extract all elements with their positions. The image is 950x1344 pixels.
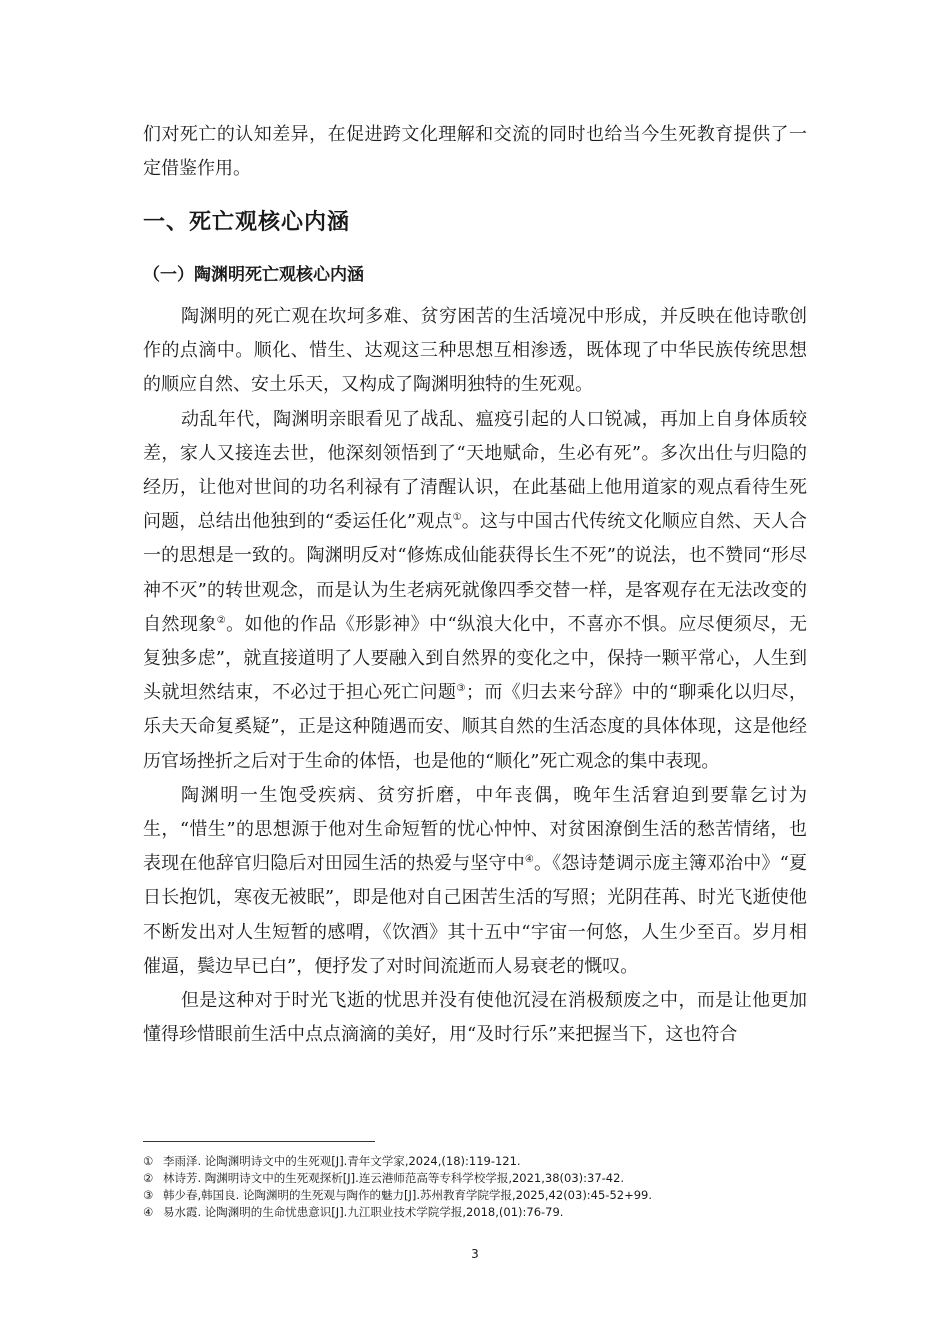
paragraph-4: 但是这种对于时光飞逝的忧思并没有使他沉浸在消极颓废之中，而是让他更加懂得珍惜眼前生活中点点滴滴的美好，用“及时行乐”来把握当下，这也符合 [143, 990, 807, 1046]
footnote-ref-4[interactable]: ④ [524, 854, 535, 866]
footnote-marker: ④ [143, 1205, 154, 1219]
subsection-heading: （一）陶渊明死亡观核心内涵 [143, 265, 364, 285]
footnote-text: 韩少春,韩国良. 论陶渊明的生死观与陶作的魅力[J].苏州教育学院学报,2025,42(03):45-52+99. [163, 1188, 653, 1202]
footnote-marker: ② [143, 1171, 154, 1185]
paragraph-3-part-b: 。《怨诗楚调示庞主簿邓治中》“夏日长抱饥，寒夜无被眠”，即是他对自己困苦生活的写照；光阴荏苒、时光飞逝使他不断发出对人生短暂的感喟，《饮酒》其十五中“宇宙一何悠，人生少至百。岁月相催逼，鬓边早已白”，便抒发了对时间流逝而人易衰老的慨叹。 [143, 853, 808, 977]
page-number: 3 [471, 1247, 479, 1261]
footnote-marker: ③ [143, 1188, 154, 1202]
paragraph-3 [143, 779, 807, 984]
paragraph-1: 陶渊明的死亡观在坎坷多难、贫穷困苦的生活境况中形成，并反映在他诗歌创作的点滴中。顺化、惜生、达观这三种思想互相渗透，既体现了中华民族传统思想的顺应自然、安土乐天，又构成了陶渊明独特的生死观。 [143, 306, 807, 396]
footnote-text: 易水霞. 论陶渊明的生命忧患意识[J].九江职业技术学院学报,2018,(01):76-79. [163, 1205, 564, 1219]
footnote-ref-1[interactable]: ① [452, 512, 462, 524]
intro-text: 们对死亡的认知差异，在促进跨文化理解和交流的同时也给当今生死教育提供了一定借鉴作用。 [143, 124, 807, 180]
footnote-list [143, 1153, 823, 1221]
footnote-item [143, 1204, 823, 1221]
footnote-item [143, 1170, 823, 1187]
footnote-ref-3[interactable]: ③ [456, 683, 466, 695]
paragraph-2-part-d: ；而《归去来兮辞》中的“聊乘化以归尽，乐夫天命复奚疑”，正是这种随遇而安、顺其自然的生活态度的具体体现，这是他经历官场挫折之后对于生命的体悟，也是他的“顺化”死亡观念的集中表现。 [143, 682, 808, 772]
footnote-item [143, 1187, 823, 1204]
footnote-ref-2[interactable]: ② [216, 614, 227, 626]
footnote-text: 李雨泽. 论陶渊明诗文中的生死观[J].青年文学家,2024,(18):119-121. [163, 1154, 521, 1168]
footnote-separator [143, 1141, 375, 1142]
paragraph-2-part-c: 。如他的作品《形影神》中“纵浪大化中，不喜亦不惧。应尽便须尽，无复独多虑”，就直接道明了人要融入到自然界的变化之中，保持一颗平常心，人生到头就坦然结束，不必过于担心死亡问题 [143, 613, 808, 704]
main-body [143, 300, 807, 1052]
footnote-text: 林诗芳. 陶渊明诗文中的生死观探析[J].连云港师范高等专科学校学报,2021,38(03):37-42. [163, 1171, 625, 1185]
footnote-marker: ① [143, 1154, 154, 1168]
section-heading: 一、死亡观核心内涵 [143, 210, 351, 235]
paragraph-2 [143, 403, 807, 779]
intro-paragraph [143, 118, 807, 186]
footnote-item [143, 1153, 823, 1170]
paragraph-2-part-a: 动乱年代，陶渊明亲眼看见了战乱、瘟疫引起的人口锐减，再加上自身体质较差，家人又接连去世，他深刻领悟到了“天地赋命，生必有死”。多次出仕与归隐的经历，让他对世间的功名利禄有了清醒认识，在此基础上他用道家的观点看待生死问题，总结出他独到的“委运任化”观点 [143, 408, 807, 533]
paragraph-3-part-a: 陶渊明一生饱受疾病、贫穷折磨，中年丧偶，晚年生活窘迫到要靠乞讨为生，“惜生”的思想源于他对生命短暂的忧心忡忡、对贫困潦倒生活的愁苦情绪，也表现在他辞官归隐后对田园生活的热爱与坚守中 [143, 784, 807, 875]
paragraph-2-part-b: 。这与中国古代传统文化顺应自然、天人合一的思想是一致的。陶渊明反对“修炼成仙能获得长生不死”的说法，也不赞同“形尽神不灭”的转世观念，而是认为生老病死就像四季交替一样，是客观存在无法改变的自然现象 [143, 511, 808, 635]
